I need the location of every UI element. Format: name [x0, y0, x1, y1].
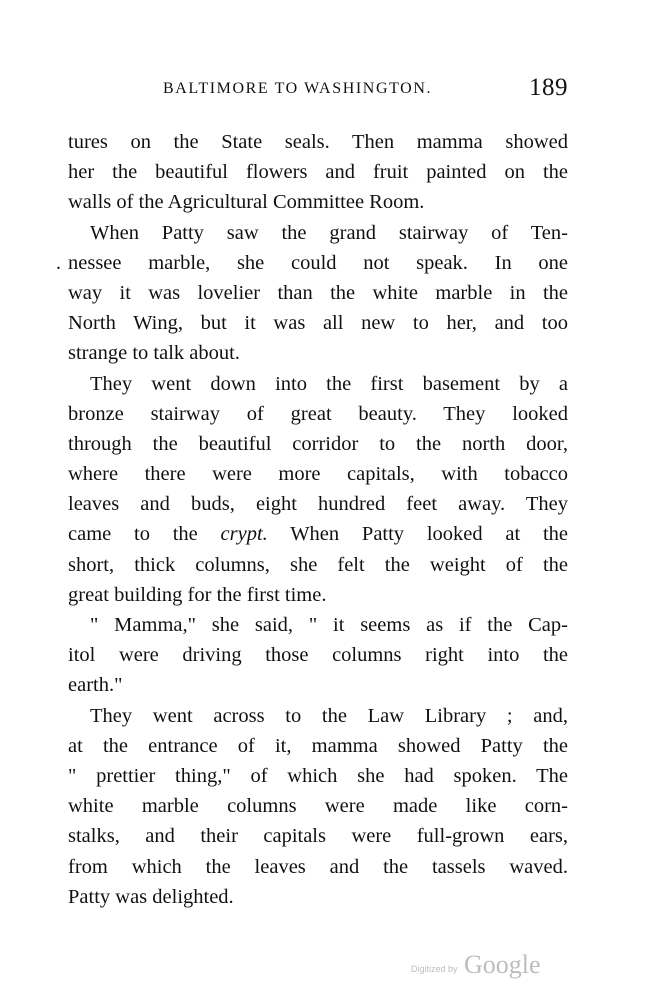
paragraph — [68, 369, 568, 611]
text-line: great building for the first time. — [68, 583, 327, 606]
text-line: earth." — [68, 674, 123, 697]
text-line-wrapper — [56, 248, 568, 278]
watermark-small-text: Digitized by — [411, 964, 458, 974]
margin-mark: . — [56, 251, 61, 274]
paragraph — [56, 218, 568, 369]
text-line: her the beautiful flowers and fruit painted on the — [68, 161, 568, 184]
text-line: short, thick columns, she felt the weight of the — [68, 553, 568, 576]
text-line: They went across to the Law Library ; and, — [90, 704, 568, 727]
body-text — [56, 127, 568, 912]
text-line: at the entrance of it, mamma showed Patty the — [68, 734, 568, 757]
text-line: where there were more capitals, with tobacco — [68, 463, 568, 486]
text-line: itol were driving those columns right into the — [68, 644, 568, 667]
text-line: When Patty saw the grand stairway of Ten- — [90, 221, 568, 244]
page-number: 189 — [529, 74, 568, 101]
text-line: " prettier thing," of which she had spoken. The — [68, 764, 568, 787]
text-line: way it was lovelier than the white marble in the — [68, 281, 568, 304]
text-line-mixed — [68, 519, 568, 549]
paragraph — [68, 701, 568, 912]
text-line: bronze stairway of great beauty. They looked — [68, 402, 568, 425]
page-header — [68, 74, 568, 104]
text-line: stalks, and their capitals were full-grown ears, — [68, 825, 568, 848]
italic-word: crypt. — [220, 523, 268, 546]
google-logo-text: Google — [464, 950, 541, 979]
text-line: tures on the State seals. Then mamma showed — [68, 131, 568, 153]
paragraph — [68, 610, 568, 701]
text-line: They went down into the first basement by a — [90, 372, 568, 395]
text-line: white marble columns were made like corn- — [68, 795, 568, 818]
text-line: from which the leaves and the tassels waved. — [68, 855, 568, 878]
paragraph — [68, 127, 568, 218]
text-line: nessee marble, she could not speak. In one — [68, 251, 568, 274]
running-title: BALTIMORE TO WASHINGTON. — [163, 80, 433, 97]
text-line: " Mamma," she said, " it seems as if the Cap- — [90, 614, 568, 636]
text-line: leaves and buds, eight hundred feet away. They — [68, 493, 568, 516]
text-line: strange to talk about. — [68, 342, 240, 365]
text-segment: came to the — [68, 523, 221, 546]
text-segment: When Patty looked at the — [267, 523, 568, 546]
text-line: North Wing, but it was all new to her, and too — [68, 312, 568, 335]
text-line: through the beautiful corridor to the north door, — [68, 432, 568, 455]
google-watermark — [411, 950, 551, 984]
text-line: Patty was delighted. — [68, 885, 234, 908]
text-line: walls of the Agricultural Committee Room. — [68, 191, 425, 214]
